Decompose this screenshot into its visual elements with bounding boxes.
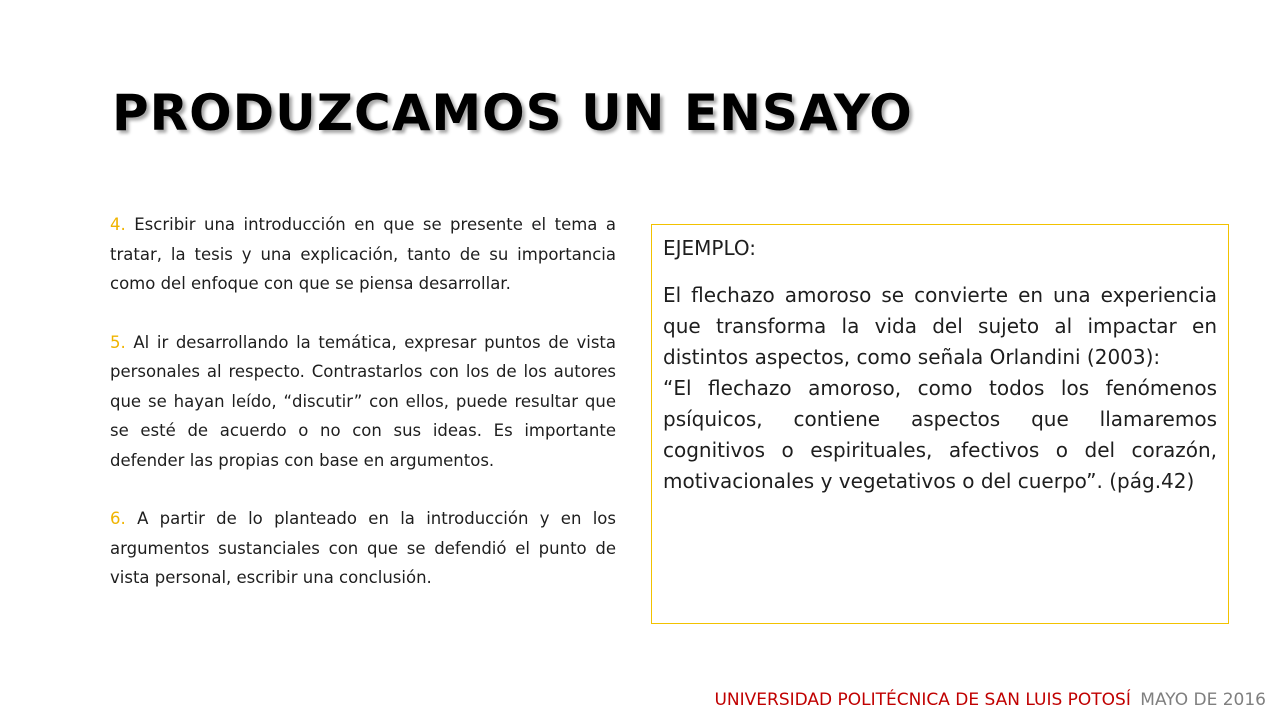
step-text: A partir de lo planteado en la introducción y en los argumentos sustanciales con que se defendió el punto de vista personal, escribir una conclusión. [110, 509, 616, 587]
example-box [651, 224, 1229, 624]
footer [714, 690, 1266, 710]
footer-date: MAYO DE 2016 [1140, 690, 1266, 710]
example-quote: “El flechazo amoroso, como todos los fenómenos psíquicos, contiene aspectos que llamaremos cognitivos o espirituales, afectivos o del corazón, motivacionales y vegetativos o del cuerpo”. (pág.42) [663, 376, 1217, 493]
example-body: El flechazo amoroso se convierte en una experiencia que transforma la vida del sujeto al impactar en distintos aspectos, como señala Orlandini (2003): [663, 283, 1217, 369]
step-item [110, 504, 616, 593]
step-text: Escribir una introducción en que se presente el tema a tratar, la tesis y una explicación, tanto de su importancia como del enfoque con que se piensa desarrollar. [110, 215, 616, 293]
steps-list [110, 210, 616, 622]
step-number: 4. [110, 215, 126, 234]
example-heading: EJEMPLO: [663, 236, 757, 260]
step-item [110, 328, 616, 476]
step-number: 6. [110, 509, 126, 528]
step-text: Al ir desarrollando la temática, expresar puntos de vista personales al respecto. Contrastarlos con los de los autores que se hayan leído, “discutir” con ellos, puede resultar que se esté de acuerdo o no con sus ideas. Es importante defender las propias con base en argumentos. [110, 332, 616, 470]
step-item [110, 210, 616, 299]
slide-title: PRODUZCAMOS UN ENSAYO [112, 84, 913, 142]
footer-university: UNIVERSIDAD POLITÉCNICA DE SAN LUIS POTOSÍ [714, 690, 1131, 710]
step-number: 5. [110, 332, 126, 352]
